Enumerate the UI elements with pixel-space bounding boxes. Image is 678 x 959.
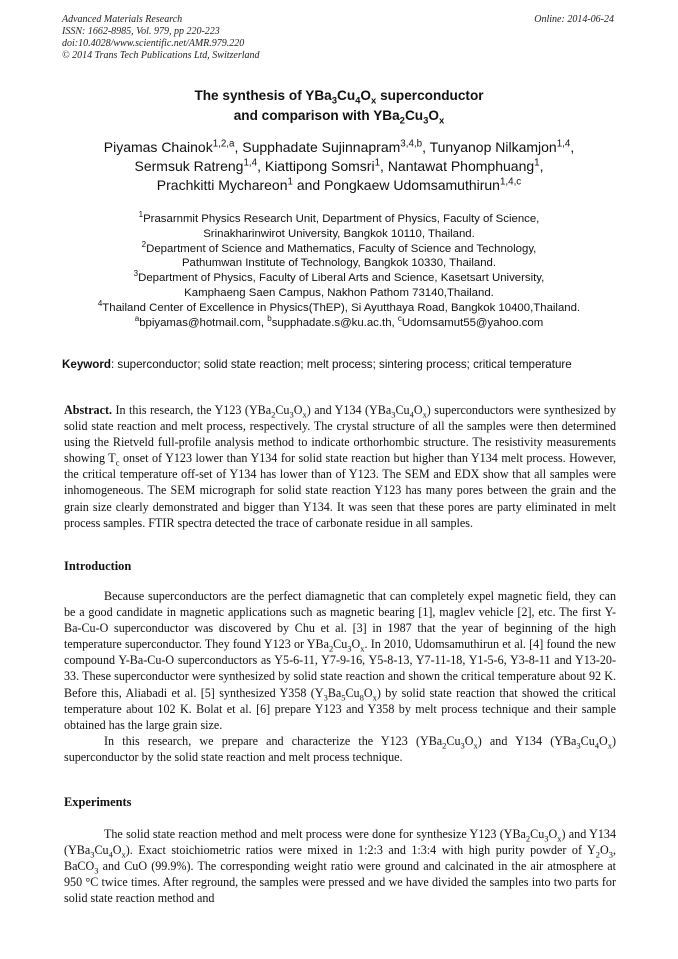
copyright-line: © 2014 Trans Tech Publications Ltd, Switzerland <box>62 50 260 61</box>
keyword-label: Keyword <box>62 358 111 371</box>
doi-line: doi:10.4028/www.scientific.net/AMR.979.220 <box>62 38 245 49</box>
author-name: Nantawat Phomphuang <box>387 158 535 174</box>
online-date: Online: 2014-06-24 <box>534 14 614 25</box>
introduction-body <box>64 588 616 765</box>
author-name: Supphadate Sujinnapram <box>242 139 401 155</box>
abstract-label: Abstract. <box>64 403 113 417</box>
author-name: Kiattipong Somsri <box>264 158 375 174</box>
affiliation-4: $^4$Thailand Center of Excellence in Physics(ThEP), Si Ayutthaya Road, Bangkok 10400,Thailand. <box>97 298 581 314</box>
author-line-3: Prachkitti Mychareon$^1$ and Pongkaew Udomsamuthirun$^{1,4,c}$ <box>156 176 522 193</box>
abstract: Abstract. In this research, the Y123 $(YBa_2Cu_3O_x)$ and Y134 $(YBa_3Cu_4O_x)$ superconductors were synthesized by solid state reaction and melt process, respectively. The crystal structure of all the samples were then determined using the Rietveld full-profile analysis method to indicate orthorhombic structure. The resistivity measurements showing $T_c$ onset of Y123 lower than Y134 for solid state reaction but higher than Y134 melt process. However, the critical temperature off-set of Y134 has lower than of Y123. The SEM and EDX show that all samples were inhomogeneous. The SEM micrograph for solid state reaction Y123 has many pores between the grain and the grain size clearly demonstrated and bigger than Y134. It was seen that these pores are party eliminated in melt process samples. FTIR spectra detected the trace of carbonate residue in all samples. <box>64 403 617 530</box>
author-line-1: Piyamas Chainok$^{1,2,a}$, Supphadate Sujinnapram$^{3,4,b}$, Tunyanop Nilkamjon$^{1,4}$, <box>103 138 575 155</box>
email-link[interactable]: supphadate.s@ku.ac.th, <box>271 316 398 329</box>
email-link[interactable]: Udomsamut55@yahoo.com <box>401 316 544 329</box>
journal-name: Advanced Materials Research <box>62 14 183 25</box>
affiliation-3-cont: Kamphaeng Saen Campus, Nakhon Pathom 73140,Thailand. <box>184 286 494 299</box>
experiments-paragraph-1: The solid state reaction method and melt process were done for synthesize Y123 $(YBa_2Cu_3O_x)$ and Y134 $(YBa_3Cu_4O_x)$. Exact stoichiometric ratios were mixed in 1:2:3 and 1:3:4 with high purity powder of $Y_2O_3$, BaCO$_3$ and CuO (99.9%). The corresponding weight ratio were ground and calcinated in the air atmosphere at 950 °C twice times. After reground, the samples were pressed and we have divided the samples into two parts for solid state reaction method and <box>64 827 616 906</box>
affiliations <box>40 212 638 330</box>
affiliation-2-cont: Pathumwan Institute of Technology, Bangkok 10330, Thailand. <box>181 257 497 270</box>
keywords <box>62 357 622 373</box>
experiments-body <box>64 826 616 906</box>
title-line-2: and comparison with $YBa_2Cu_3O_x$ <box>233 108 445 127</box>
affiliation-1: $^1$Prasarnmit Physics Research Unit, Department of Physics, Faculty of Science, <box>138 210 540 225</box>
author-list <box>40 138 638 195</box>
author-name: Piyamas Chainok <box>103 139 213 155</box>
affiliation-2: $^2$Department of Science and Mathematics, Faculty of Science and Technology, <box>141 239 537 255</box>
author-name: Prachkitti Mychareon <box>156 177 288 193</box>
author-name: Pongkaew Udomsamuthirun <box>324 177 500 193</box>
title-line-1: The synthesis of $YBa_3Cu_4O_x$ superconductor <box>194 88 484 107</box>
intro-paragraph-2: In this research, we prepare and characterize the Y123 $(YBa_2Cu_3O_x)$ and Y134 $(YBa_3Cu_4O_x)$ superconductor by the solid state reaction and melt process technique. <box>64 733 616 764</box>
affiliation-3: $^3$Department of Physics, Faculty of Liberal Arts and Science, Kasetsart University, <box>133 269 545 285</box>
paper-title <box>0 86 678 126</box>
journal-header <box>62 14 260 62</box>
author-name: Tunyanop Nilkamjon <box>429 139 557 155</box>
author-line-2: Sermsuk Ratreng$^{1,4}$, Kiattipong Somsri$^1$, Nantawat Phomphuang$^1$, <box>134 157 544 174</box>
experiments-heading: Experiments <box>64 795 132 809</box>
email-line: $^a$bpiyamas@hotmail.com, $^b$supphadate.s@ku.ac.th, $^c$Udomsamut55@yahoo.com <box>134 313 544 329</box>
intro-paragraph-1: Because superconductors are the perfect diamagnetic that can completely expel magnetic field, they can be a good candidate in magnetic applications such as magnetic bearing [1], maglev vehicle [2], etc. The first Y-Ba-Cu-O superconductor was discovered by Chu et al. [3] in 1987 that the year of beginning of the high temperature superconductor. They found Y123 or $YBa_2Cu_3O_x$. In 2010, Udomsamuthirun et al. [4] found the new compound Y-Ba-Cu-O superconductors as Y5-6-11, Y7-9-16, Y5-8-13, Y7-11-18, Y1-5-6, Y3-8-11 and Y13-20-33. These superconductor were synthesized by solid state reaction and shown the critical temperature about 92 K. Before this, Aliabadi et al. [5] synthesized Y358 $(Y_3Ba_5Cu_8O_x)$ by solid state reaction that showed the critical temperature about 102 K. Bolat et al. [6] prepare Y123 and Y358 by melt process technique and their sample obtained has the large grain size. <box>64 589 617 732</box>
keyword-text: : superconductor; solid state reaction; melt process; sintering process; critical temperature <box>110 358 572 371</box>
author-name: Sermsuk Ratreng <box>134 158 244 174</box>
issn-line: ISSN: 1662-8985, Vol. 979, pp 220-223 <box>62 26 220 37</box>
email-link[interactable]: bpiyamas@hotmail.com, <box>139 316 268 329</box>
affiliation-1-cont: Srinakharinwirot University, Bangkok 10110, Thailand. <box>203 227 475 240</box>
introduction-heading: Introduction <box>64 559 132 573</box>
